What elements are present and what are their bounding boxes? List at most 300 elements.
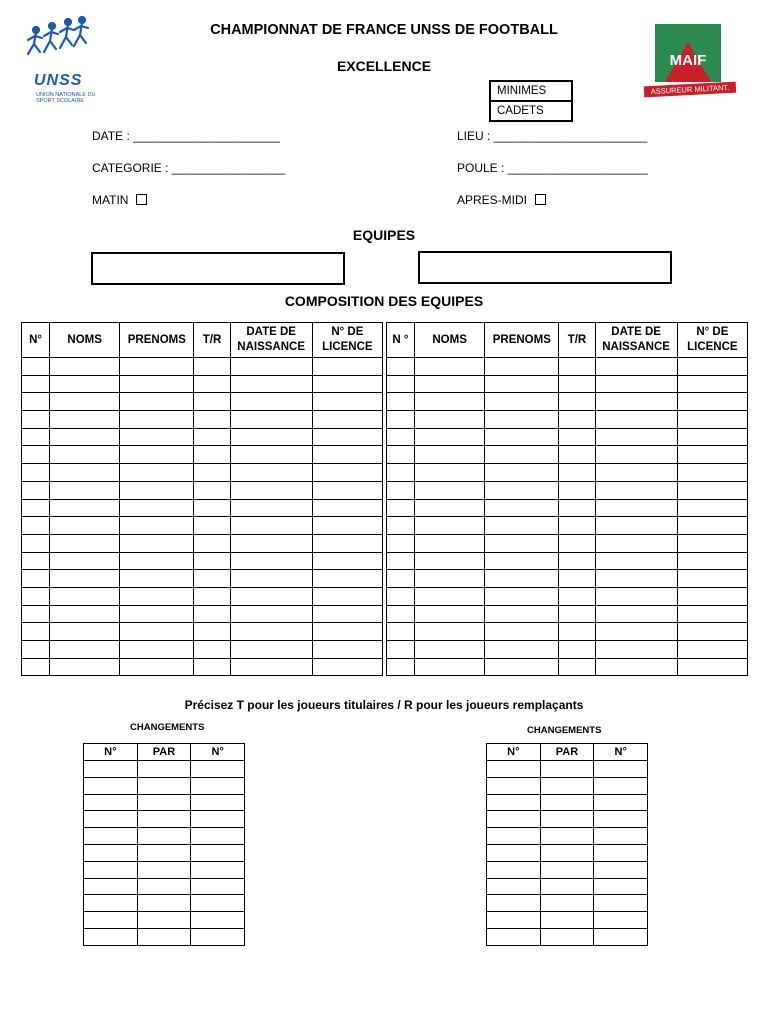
composition-cell[interactable]	[312, 623, 382, 641]
changements-cell[interactable]	[487, 878, 541, 895]
apres-midi-checkbox[interactable]	[535, 194, 546, 205]
composition-cell[interactable]	[194, 552, 230, 570]
categorie-field[interactable]: CATEGORIE : _________________	[92, 161, 286, 175]
composition-cell[interactable]	[120, 428, 194, 446]
composition-cell[interactable]	[595, 641, 677, 659]
changements-cell[interactable]	[84, 844, 138, 861]
composition-cell[interactable]	[485, 446, 559, 464]
composition-cell[interactable]	[415, 428, 485, 446]
composition-cell[interactable]	[595, 570, 677, 588]
level-cadets[interactable]: CADETS	[491, 100, 571, 120]
composition-cell[interactable]	[595, 428, 677, 446]
composition-cell[interactable]	[120, 623, 194, 641]
changements-cell[interactable]	[487, 811, 541, 828]
composition-cell[interactable]	[415, 411, 485, 429]
composition-cell[interactable]	[22, 605, 50, 623]
composition-cell[interactable]	[230, 393, 312, 411]
composition-cell[interactable]	[386, 658, 414, 676]
composition-cell[interactable]	[386, 358, 414, 376]
composition-cell[interactable]	[194, 375, 230, 393]
composition-cell[interactable]	[559, 658, 595, 676]
composition-cell[interactable]	[485, 570, 559, 588]
composition-cell[interactable]	[194, 587, 230, 605]
composition-cell[interactable]	[677, 605, 747, 623]
composition-cell[interactable]	[312, 428, 382, 446]
composition-cell[interactable]	[677, 641, 747, 659]
changements-cell[interactable]	[191, 811, 245, 828]
composition-row	[22, 446, 748, 464]
composition-cell[interactable]	[485, 658, 559, 676]
changements-row	[84, 777, 245, 794]
composition-cell[interactable]	[22, 428, 50, 446]
changements-cell[interactable]	[594, 844, 648, 861]
changements-cell[interactable]	[137, 895, 191, 912]
composition-cell[interactable]	[120, 481, 194, 499]
composition-cell[interactable]	[559, 358, 595, 376]
changements-cell[interactable]	[487, 844, 541, 861]
composition-cell[interactable]	[312, 499, 382, 517]
composition-cell[interactable]	[120, 375, 194, 393]
changements-cell[interactable]	[84, 794, 138, 811]
composition-cell[interactable]	[386, 641, 414, 659]
composition-cell[interactable]	[50, 517, 120, 535]
composition-cell[interactable]	[386, 446, 414, 464]
composition-cell[interactable]	[677, 411, 747, 429]
composition-cell[interactable]	[312, 552, 382, 570]
composition-cell[interactable]	[485, 534, 559, 552]
changements-cell[interactable]	[540, 828, 594, 845]
changements-cell[interactable]	[487, 777, 541, 794]
composition-cell[interactable]	[415, 358, 485, 376]
composition-cell[interactable]	[22, 623, 50, 641]
composition-cell[interactable]	[485, 358, 559, 376]
level-minimes[interactable]: MINIMES	[497, 85, 547, 97]
composition-cell[interactable]	[415, 623, 485, 641]
composition-cell[interactable]	[559, 375, 595, 393]
composition-cell[interactable]	[194, 411, 230, 429]
composition-cell[interactable]	[312, 481, 382, 499]
changements-cell[interactable]	[137, 844, 191, 861]
composition-cell[interactable]	[559, 552, 595, 570]
changements-cell[interactable]	[540, 895, 594, 912]
composition-cell[interactable]	[312, 605, 382, 623]
composition-cell[interactable]	[677, 587, 747, 605]
composition-cell[interactable]	[559, 641, 595, 659]
composition-cell[interactable]	[595, 587, 677, 605]
composition-cell[interactable]	[559, 623, 595, 641]
apres-midi-option[interactable]	[457, 193, 546, 207]
changements-cell[interactable]	[191, 761, 245, 778]
composition-cell[interactable]	[485, 517, 559, 535]
composition-cell[interactable]	[230, 446, 312, 464]
composition-cell[interactable]	[120, 570, 194, 588]
composition-cell[interactable]	[415, 658, 485, 676]
composition-cell[interactable]	[120, 464, 194, 482]
composition-cell[interactable]	[312, 375, 382, 393]
composition-cell[interactable]	[312, 570, 382, 588]
composition-cell[interactable]	[50, 464, 120, 482]
changements-cell[interactable]	[84, 828, 138, 845]
changements-cell[interactable]	[540, 761, 594, 778]
composition-cell[interactable]	[120, 605, 194, 623]
composition-cell[interactable]	[312, 446, 382, 464]
changements-cell[interactable]	[540, 928, 594, 945]
changements-cell[interactable]	[191, 912, 245, 929]
composition-cell[interactable]	[386, 517, 414, 535]
composition-cell[interactable]	[230, 481, 312, 499]
composition-cell[interactable]	[559, 428, 595, 446]
composition-cell[interactable]	[120, 499, 194, 517]
composition-cell[interactable]	[194, 623, 230, 641]
composition-cell[interactable]	[595, 623, 677, 641]
changements-cell[interactable]	[594, 912, 648, 929]
composition-cell[interactable]	[194, 446, 230, 464]
matin-checkbox[interactable]	[136, 194, 147, 205]
composition-cell[interactable]	[312, 641, 382, 659]
composition-cell[interactable]	[386, 552, 414, 570]
composition-cell[interactable]	[50, 641, 120, 659]
composition-cell[interactable]	[677, 570, 747, 588]
composition-cell[interactable]	[559, 570, 595, 588]
composition-cell[interactable]	[559, 517, 595, 535]
composition-cell[interactable]	[595, 446, 677, 464]
composition-cell[interactable]	[230, 587, 312, 605]
composition-cell[interactable]	[595, 464, 677, 482]
composition-cell[interactable]	[50, 534, 120, 552]
composition-cell[interactable]	[22, 358, 50, 376]
composition-cell[interactable]	[194, 641, 230, 659]
composition-cell[interactable]	[22, 464, 50, 482]
composition-cell[interactable]	[386, 481, 414, 499]
composition-cell[interactable]	[50, 605, 120, 623]
composition-cell[interactable]	[415, 517, 485, 535]
changements-cell[interactable]	[84, 928, 138, 945]
changements-cell[interactable]	[84, 861, 138, 878]
composition-cell[interactable]	[415, 499, 485, 517]
changements-cell[interactable]	[191, 928, 245, 945]
composition-cell[interactable]	[22, 517, 50, 535]
composition-cell[interactable]	[415, 605, 485, 623]
composition-cell[interactable]	[50, 570, 120, 588]
composition-cell[interactable]	[22, 587, 50, 605]
composition-cell[interactable]	[677, 375, 747, 393]
composition-cell[interactable]	[120, 587, 194, 605]
composition-cell[interactable]	[485, 411, 559, 429]
changements-cell[interactable]	[137, 794, 191, 811]
composition-cell[interactable]	[230, 605, 312, 623]
composition-cell[interactable]	[677, 658, 747, 676]
changements-cell[interactable]	[137, 878, 191, 895]
composition-cell[interactable]	[595, 605, 677, 623]
composition-cell[interactable]	[50, 411, 120, 429]
composition-cell[interactable]	[595, 375, 677, 393]
composition-cell[interactable]	[230, 411, 312, 429]
composition-cell[interactable]	[559, 393, 595, 411]
changements-cell[interactable]	[191, 895, 245, 912]
composition-cell[interactable]	[485, 641, 559, 659]
changements-cell[interactable]	[137, 761, 191, 778]
composition-cell[interactable]	[50, 375, 120, 393]
poule-field[interactable]: POULE : _____________________	[457, 161, 648, 175]
changements-cell[interactable]	[191, 844, 245, 861]
changements-cell[interactable]	[137, 928, 191, 945]
composition-cell[interactable]	[386, 375, 414, 393]
composition-cell[interactable]	[230, 552, 312, 570]
changements-cell[interactable]	[594, 928, 648, 945]
changements-cell[interactable]	[540, 844, 594, 861]
composition-cell[interactable]	[120, 411, 194, 429]
composition-cell[interactable]	[22, 411, 50, 429]
composition-cell[interactable]	[595, 534, 677, 552]
composition-cell[interactable]	[312, 587, 382, 605]
changements-title-right: CHANGEMENTS	[527, 725, 602, 736]
composition-cell[interactable]	[22, 375, 50, 393]
composition-cell[interactable]	[230, 375, 312, 393]
composition-cell[interactable]	[194, 481, 230, 499]
header-num: N°	[22, 323, 50, 358]
changements-cell[interactable]	[487, 761, 541, 778]
composition-cell[interactable]	[595, 358, 677, 376]
changements-cell[interactable]	[487, 912, 541, 929]
composition-cell[interactable]	[415, 570, 485, 588]
composition-cell[interactable]	[386, 605, 414, 623]
composition-cell[interactable]	[485, 428, 559, 446]
composition-cell[interactable]	[386, 587, 414, 605]
composition-cell[interactable]	[386, 464, 414, 482]
composition-cell[interactable]	[386, 499, 414, 517]
composition-cell[interactable]	[22, 393, 50, 411]
changements-cell[interactable]	[84, 761, 138, 778]
changements-cell[interactable]	[540, 912, 594, 929]
composition-cell[interactable]	[677, 481, 747, 499]
composition-cell[interactable]	[415, 464, 485, 482]
composition-cell[interactable]	[120, 534, 194, 552]
composition-cell[interactable]	[595, 552, 677, 570]
changements-cell[interactable]	[137, 912, 191, 929]
composition-cell[interactable]	[230, 517, 312, 535]
composition-cell[interactable]	[194, 570, 230, 588]
composition-cell[interactable]	[415, 446, 485, 464]
composition-cell[interactable]	[386, 393, 414, 411]
composition-cell[interactable]	[50, 481, 120, 499]
composition-cell[interactable]	[230, 534, 312, 552]
composition-cell[interactable]	[485, 499, 559, 517]
team-a-box[interactable]	[91, 252, 345, 285]
changements-cell[interactable]	[594, 794, 648, 811]
composition-cell[interactable]	[677, 464, 747, 482]
composition-cell[interactable]	[230, 464, 312, 482]
composition-cell[interactable]	[312, 658, 382, 676]
composition-cell[interactable]	[194, 393, 230, 411]
composition-cell[interactable]	[485, 552, 559, 570]
composition-cell[interactable]	[194, 534, 230, 552]
composition-cell[interactable]	[120, 393, 194, 411]
composition-cell[interactable]	[194, 605, 230, 623]
changements-cell[interactable]	[594, 777, 648, 794]
composition-cell[interactable]	[485, 375, 559, 393]
composition-cell[interactable]	[485, 623, 559, 641]
changements-cell[interactable]	[487, 828, 541, 845]
composition-cell[interactable]	[415, 641, 485, 659]
composition-cell[interactable]	[386, 428, 414, 446]
composition-cell[interactable]	[22, 481, 50, 499]
changements-cell[interactable]	[191, 861, 245, 878]
composition-cell[interactable]	[559, 411, 595, 429]
composition-cell[interactable]	[120, 552, 194, 570]
composition-cell[interactable]	[677, 446, 747, 464]
changements-cell[interactable]	[540, 794, 594, 811]
changements-cell[interactable]	[487, 861, 541, 878]
composition-cell[interactable]	[22, 570, 50, 588]
composition-cell[interactable]	[312, 358, 382, 376]
composition-cell[interactable]	[677, 534, 747, 552]
composition-cell[interactable]	[415, 393, 485, 411]
composition-cell[interactable]	[677, 428, 747, 446]
composition-cell[interactable]	[50, 658, 120, 676]
composition-cell[interactable]	[22, 641, 50, 659]
composition-cell[interactable]	[194, 499, 230, 517]
changements-cell[interactable]	[594, 895, 648, 912]
composition-cell[interactable]	[485, 464, 559, 482]
composition-cell[interactable]	[677, 517, 747, 535]
composition-cell[interactable]	[22, 499, 50, 517]
composition-cell[interactable]	[22, 446, 50, 464]
changements-cell[interactable]	[191, 878, 245, 895]
composition-cell[interactable]	[230, 641, 312, 659]
composition-cell[interactable]	[595, 517, 677, 535]
composition-cell[interactable]	[677, 499, 747, 517]
composition-cell[interactable]	[312, 517, 382, 535]
composition-cell[interactable]	[415, 552, 485, 570]
date-field[interactable]: DATE : ______________________	[92, 129, 280, 143]
composition-cell[interactable]	[677, 552, 747, 570]
composition-cell[interactable]	[386, 411, 414, 429]
changements-cell[interactable]	[594, 878, 648, 895]
composition-cell[interactable]	[50, 552, 120, 570]
composition-cell[interactable]	[559, 446, 595, 464]
composition-cell[interactable]	[415, 481, 485, 499]
composition-cell[interactable]	[595, 481, 677, 499]
matin-option[interactable]	[92, 193, 147, 207]
changements-cell[interactable]	[84, 878, 138, 895]
composition-cell[interactable]	[559, 464, 595, 482]
composition-cell[interactable]	[312, 411, 382, 429]
changements-cell[interactable]	[540, 861, 594, 878]
composition-cell[interactable]	[50, 428, 120, 446]
changements-cell[interactable]	[84, 777, 138, 794]
composition-cell[interactable]	[677, 358, 747, 376]
team-b-box[interactable]	[418, 251, 672, 284]
composition-cell[interactable]	[312, 534, 382, 552]
composition-cell[interactable]	[559, 605, 595, 623]
composition-cell[interactable]	[194, 658, 230, 676]
composition-cell[interactable]	[120, 517, 194, 535]
composition-cell[interactable]	[485, 393, 559, 411]
changements-cell[interactable]	[540, 777, 594, 794]
composition-cell[interactable]	[677, 623, 747, 641]
composition-cell[interactable]	[230, 658, 312, 676]
composition-cell[interactable]	[22, 658, 50, 676]
composition-cell[interactable]	[120, 641, 194, 659]
changements-cell[interactable]	[487, 928, 541, 945]
composition-cell[interactable]	[485, 481, 559, 499]
composition-cell[interactable]	[312, 393, 382, 411]
composition-cell[interactable]	[120, 358, 194, 376]
changements-cell[interactable]	[191, 828, 245, 845]
composition-cell[interactable]	[194, 358, 230, 376]
composition-cell[interactable]	[50, 358, 120, 376]
composition-cell[interactable]	[559, 587, 595, 605]
changements-cell[interactable]	[540, 878, 594, 895]
composition-cell[interactable]	[120, 658, 194, 676]
unss-name: UNSS	[34, 72, 83, 89]
composition-cell[interactable]	[595, 658, 677, 676]
composition-cell[interactable]	[485, 587, 559, 605]
composition-cell[interactable]	[194, 464, 230, 482]
composition-cell[interactable]	[595, 499, 677, 517]
composition-cell[interactable]	[194, 517, 230, 535]
composition-cell[interactable]	[230, 358, 312, 376]
composition-cell[interactable]	[230, 499, 312, 517]
composition-cell[interactable]	[22, 552, 50, 570]
composition-cell[interactable]	[120, 446, 194, 464]
composition-cell[interactable]	[595, 411, 677, 429]
composition-cell[interactable]	[50, 446, 120, 464]
composition-cell[interactable]	[312, 464, 382, 482]
changements-cell[interactable]	[84, 895, 138, 912]
changements-cell[interactable]	[84, 912, 138, 929]
composition-cell[interactable]	[677, 393, 747, 411]
composition-cell[interactable]	[230, 428, 312, 446]
composition-cell[interactable]	[50, 393, 120, 411]
composition-cell[interactable]	[415, 534, 485, 552]
composition-cell[interactable]	[386, 534, 414, 552]
changements-cell[interactable]	[191, 777, 245, 794]
changements-cell[interactable]	[191, 794, 245, 811]
composition-cell[interactable]	[415, 587, 485, 605]
composition-cell[interactable]	[194, 428, 230, 446]
composition-cell[interactable]	[50, 587, 120, 605]
changements-cell[interactable]	[594, 861, 648, 878]
changements-cell[interactable]	[84, 811, 138, 828]
lieu-field[interactable]: LIEU : _______________________	[457, 129, 648, 143]
composition-cell[interactable]	[559, 481, 595, 499]
composition-cell[interactable]	[22, 534, 50, 552]
changements-cell[interactable]	[137, 777, 191, 794]
composition-cell[interactable]	[415, 375, 485, 393]
changements-cell[interactable]	[487, 794, 541, 811]
changements-cell[interactable]	[137, 861, 191, 878]
changements-cell[interactable]	[137, 828, 191, 845]
composition-cell[interactable]	[386, 623, 414, 641]
changements-cell[interactable]	[487, 895, 541, 912]
composition-cell[interactable]	[50, 499, 120, 517]
composition-cell[interactable]	[559, 499, 595, 517]
changements-cell[interactable]	[594, 811, 648, 828]
changements-cell[interactable]	[137, 811, 191, 828]
changements-cell[interactable]	[594, 761, 648, 778]
composition-cell[interactable]	[230, 570, 312, 588]
changements-cell[interactable]	[594, 828, 648, 845]
changements-row	[487, 761, 648, 778]
composition-cell[interactable]	[595, 393, 677, 411]
composition-cell[interactable]	[50, 623, 120, 641]
changements-cell[interactable]	[540, 811, 594, 828]
composition-cell[interactable]	[559, 534, 595, 552]
composition-cell[interactable]	[230, 623, 312, 641]
composition-cell[interactable]	[485, 605, 559, 623]
composition-cell[interactable]	[386, 570, 414, 588]
